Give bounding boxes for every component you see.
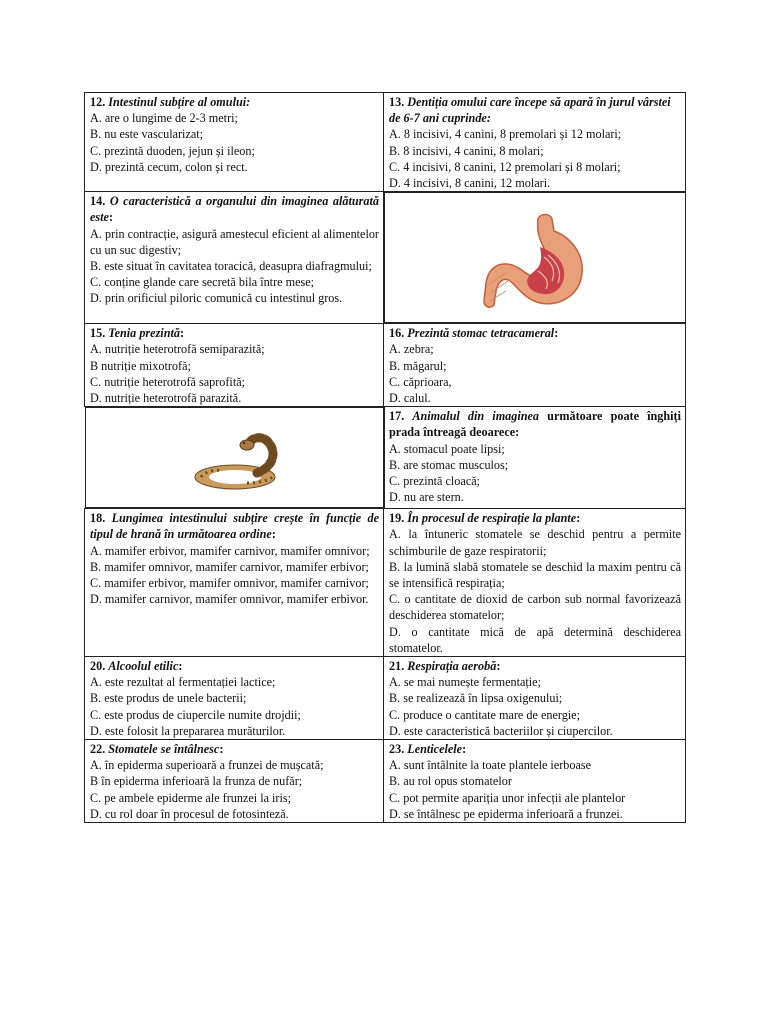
option-c: C. nutriție heterotrofă saprofită;: [90, 374, 245, 389]
question-title: 17. Animalul din imaginea următoare poate înghiți prada întreagă deoarece:: [389, 409, 682, 440]
option-c: C. o cantitate de dioxid de carbon sub normal favorizează deschiderea stomatelor;: [389, 592, 681, 623]
option-b: B. este situat în cavitatea toracică, deasupra diafragmului;: [90, 259, 372, 274]
question-13: [384, 93, 686, 192]
question-title: 19. În procesul de respirație la plante:: [389, 511, 581, 526]
option-a: A. nutriție heterotrofă semiparazită;: [90, 342, 265, 357]
option-a: A. sunt întâlnite la toate plantele ierboase: [389, 758, 592, 773]
option-a: A. 8 incisivi, 4 canini, 8 premolari și 12 molari;: [389, 127, 622, 142]
snake-image-cell: [85, 407, 385, 508]
table-row: [85, 509, 686, 657]
question-21: [384, 657, 686, 740]
option-b: B. are stomac musculos;: [389, 457, 509, 472]
option-d: D. prin orificiul piloric comunică cu intestinul gros.: [90, 291, 343, 306]
option-b: B. mamifer omnivor, mamifer carnivor, mamifer erbivor;: [90, 559, 369, 574]
table-row: [85, 740, 686, 823]
option-a: A. stomacul poate lipsi;: [389, 441, 505, 456]
option-d: D. calul.: [389, 391, 431, 406]
option-d: D. prezintă cecum, colon și rect.: [90, 159, 248, 174]
option-a: A. la întuneric stomatele se deschid pentru a permite schimburile de gaze respiratorii;: [389, 527, 681, 558]
option-a: A. în epiderma superioară a frunzei de mușcată;: [90, 758, 324, 773]
question-18: [85, 509, 384, 657]
option-b: B. 8 incisivi, 4 canini, 8 molari;: [389, 143, 544, 158]
option-d: D. se întâlnesc pe epiderma inferioară a frunzei.: [389, 806, 623, 821]
option-c: C. căprioara,: [389, 374, 452, 389]
option-a: A. este rezultat al fermentației lactice;: [90, 675, 276, 690]
option-a: A. are o lungime de 2-3 metri;: [90, 111, 238, 126]
option-b: B. nu este vascularizat;: [90, 127, 204, 142]
table-row: [85, 407, 686, 509]
question-title: 14. O caracteristică a organului din imaginea alăturată este:: [90, 194, 379, 225]
question-22: [85, 740, 384, 823]
question-title: 23. Lenticelele:: [389, 742, 467, 757]
option-c: C. conține glande care secretă bila între mese;: [90, 275, 315, 290]
question-title: 16. Prezintă stomac tetracameral:: [389, 326, 559, 341]
question-title: 20. Alcoolul etilic:: [90, 659, 183, 674]
table-row: [85, 657, 686, 740]
option-c: C. mamifer erbivor, mamifer omnivor, mamifer carnivor;: [90, 576, 369, 591]
option-d: D. este caracteristică bacteriilor și ciupercilor.: [389, 723, 613, 738]
option-c: C. pot permite apariția unor infecții ale plantelor: [389, 790, 626, 805]
option-d: D. este folosit la prepararea murăturilor.: [90, 723, 286, 738]
question-15: [85, 324, 384, 407]
question-title: 12. Intestinul subțire al omului:: [90, 95, 251, 109]
option-c: C. pe ambele epiderme ale frunzei la iris;: [90, 790, 292, 805]
option-b: B. la lumină slabă stomatele se deschid la maxim pentru că se intensifică respirația;: [389, 559, 681, 591]
option-c: C. este produs de ciupercile numite drojdii;: [90, 707, 301, 722]
question-14: [85, 192, 384, 324]
quiz-table: [84, 92, 686, 823]
question-title: 15. Tenia prezintă:: [90, 326, 185, 341]
option-d: D. mamifer carnivor, mamifer omnivor, mamifer erbivor.: [90, 592, 369, 607]
option-c: C. prezintă duoden, jejun și ileon;: [90, 143, 255, 158]
option-b: B. măgarul;: [389, 358, 447, 373]
option-b: B. au rol opus stomatelor: [389, 774, 512, 789]
option-b: B. este produs de unele bacterii;: [90, 691, 247, 706]
question-17: [384, 407, 686, 509]
stomach-illustration: [480, 211, 590, 311]
option-d: D. nutriție heterotrofă parazită.: [90, 391, 242, 406]
option-d: D. o cantitate mică de apă determină deschiderea stomatelor.: [389, 624, 681, 655]
option-a: A. zebra;: [389, 342, 434, 357]
option-c: C. prezintă cloacă;: [389, 474, 481, 489]
question-title: 13. Dentiția omului care începe să apară în jurul vârstei de 6-7 ani cuprinde:: [389, 95, 671, 126]
option-b: B în epiderma inferioară la frunza de nufăr;: [90, 774, 303, 789]
table-row: [85, 324, 686, 407]
option-d: D. nu are stern.: [389, 490, 464, 505]
question-23: [384, 740, 686, 823]
stomach-image-cell: [384, 192, 686, 323]
question-20: [85, 657, 384, 740]
option-a: A. prin contracție, asigură amestecul eficient al alimentelor cu un suc digestiv;: [90, 226, 379, 257]
option-c: C. produce o cantitate mare de energie;: [389, 707, 580, 722]
option-d: D. cu rol doar în procesul de fotosinteză.: [90, 806, 289, 821]
table-row: [85, 192, 686, 324]
option-b: B. se realizează în lipsa oxigenului;: [389, 691, 563, 706]
question-title: 22. Stomatele se întâlnesc:: [90, 742, 224, 757]
question-12: [85, 93, 384, 192]
option-d: D. 4 incisivi, 8 canini, 12 molari.: [389, 176, 551, 191]
question-title: 18. Lungimea intestinului subțire crește în funcție de tipul de hrană în următoarea ordine:: [90, 511, 380, 542]
table-row: [85, 93, 686, 192]
question-title: 21. Respirația aerobă:: [389, 659, 501, 674]
question-16: [384, 324, 686, 407]
option-a: A. mamifer erbivor, mamifer carnivor, mamifer omnivor;: [90, 543, 370, 558]
option-a: A. se mai numește fermentație;: [389, 675, 541, 690]
option-c: C. 4 incisivi, 8 canini, 12 premolari și 8 molari;: [389, 159, 621, 174]
option-b: B nutriție mixotrofă;: [90, 358, 191, 373]
question-19: [384, 509, 686, 657]
snake-photo: [187, 427, 283, 497]
